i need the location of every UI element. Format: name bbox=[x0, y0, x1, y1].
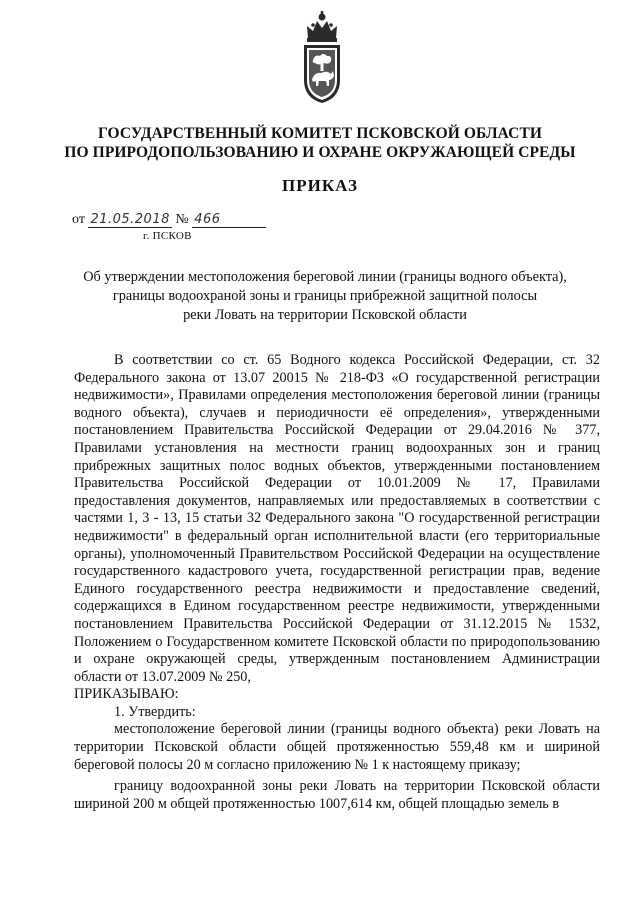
order-date: 21.05.2018 bbox=[90, 212, 170, 227]
order-word: ПРИКАЗЫВАЮ: bbox=[74, 686, 179, 703]
city-name: г. ПСКОВ bbox=[143, 230, 192, 242]
org-line-1: ГОСУДАРСТВЕННЫЙ КОМИТЕТ ПСКОВСКОЙ ОБЛАСТИ bbox=[97, 125, 543, 142]
order-body bbox=[74, 352, 600, 813]
preamble-paragraph: В соответствии со ст. 65 Водного кодекса Российской Федерации, ст. 32 Федерального закона от 13.07 20015 № 218-ФЗ «О государственной регистрации недвижимости», Правилами определения местоположения береговой линии (границы водного объекта), случаев и периодичности её определения», утвержденными постановлением Правительства Российской Федерации от 29.04.2016 № 377, Правилами установления на местности границ водоохранных зон и границ прибрежных защитных полос водных объектов, утвержденными постановлением Правительства Российской Федерации от 10.01.2009 № 17, Правилами предоставления документов, направляемых или предоставляемых в соответствии с частями 1, 3 - 13, 15 статьи 32 Федерального закона "О государственной регистрации недвижимости" в федеральный орган исполнительной власти (его территориальные органы), уполномоченный Правительством Российской Федерации на осуществление государственного кадастрового учета, государственной регистрации прав, ведение Единого государственного реестра недвижимости и предоставление сведений, содержащихся в Едином государственном реестре недвижимости, утвержденными постановлением Правительства Российской Федерации от 31.12.2015 № 1532, Положением о Государственном комитете Псковской области по природопользованию и охране окружающей среды, утвержденным постановлением Администрации области от 13.07.2009 № 250, bbox=[74, 352, 600, 685]
subject-line-1: Об утверждении местоположения береговой линии (границы водного объекта), bbox=[83, 269, 567, 285]
order-subject bbox=[60, 268, 590, 325]
document-title: ПРИКАЗ bbox=[282, 176, 358, 195]
organization-name bbox=[40, 124, 600, 162]
order-date-line bbox=[72, 212, 266, 228]
number-prefix: № bbox=[175, 212, 189, 227]
date-prefix: от bbox=[72, 212, 85, 227]
order-number: 466 bbox=[192, 212, 266, 228]
org-line-2: ПО ПРИРОДОПОЛЬЗОВАНИЮ И ОХРАНЕ ОКРУЖАЮЩЕЙ СРЕДЫ bbox=[64, 144, 576, 161]
pskov-coat-of-arms-icon bbox=[299, 10, 345, 106]
subject-line-3: реки Ловать на территории Псковской области bbox=[183, 307, 467, 323]
item-1-water-zone-paragraph: границу водоохранной зоны реки Ловать на территории Псковской области шириной 200 м общей протяженностью 1007,614 км, общей площадью земель в bbox=[74, 778, 600, 812]
item-1-shoreline-paragraph: местоположение береговой линии (границы водного объекта) реки Ловать на территории Псковской области общей протяженностью 559,48 км и шириной береговой полосы 20 м согласно приложению № 1 к настоящему приказу; bbox=[74, 721, 600, 773]
item-1-heading: 1. Утвердить: bbox=[114, 703, 196, 720]
subject-line-2: границы водоохраной зоны и границы прибрежной защитной полосы bbox=[112, 288, 538, 304]
